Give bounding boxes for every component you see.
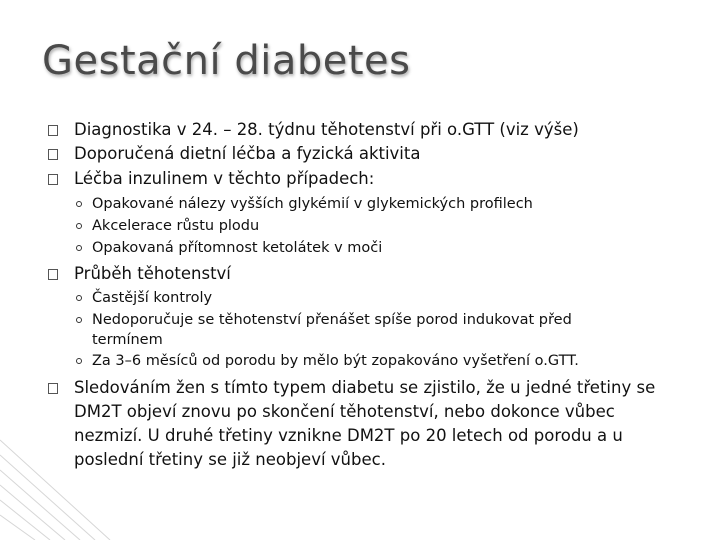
bullet-text: Léčba inzulinem v těchto případech:: [74, 169, 375, 188]
square-bullet-icon: [48, 149, 58, 160]
sub-bullet-item: [92, 310, 622, 350]
sub-bullet-item: [92, 288, 652, 308]
sub-bullet-item: [92, 194, 652, 214]
sub-bullet-text: Opakovaná přítomnost ketolátek v moči: [92, 240, 383, 256]
sub-bullet-item: [92, 216, 652, 236]
bullet-text: Sledováním žen s tímto typem diabetu se zjistilo, že u jedné třetiny se DM2T objeví znovu po skončení těhotenství, nebo dokonce vůbec nezmizí. U druhé třetiny vznikne DM2T po 20 letech od porodu a u poslední třetiny se již neobjeví vůbec.: [74, 378, 656, 469]
square-bullet-icon: [48, 174, 58, 185]
bullet-item: [74, 167, 674, 191]
bullet-text: Doporučená dietní léčba a fyzická aktivita: [74, 144, 421, 163]
bullet-item: [74, 262, 674, 286]
bullet-item: [74, 376, 679, 472]
sub-bullet-text: Nedoporučuje se těhotenství přenášet spíše porod indukovat před termínem: [92, 312, 572, 348]
sub-bullet-text: Za 3–6 měsíců od porodu by mělo být zopakováno vyšetření o.GTT.: [92, 353, 579, 369]
bullet-text: Průběh těhotenství: [74, 264, 231, 283]
bullet-item: [74, 118, 674, 142]
bullet-item: [74, 142, 674, 166]
square-bullet-icon: [48, 269, 58, 280]
square-bullet-icon: [48, 125, 58, 136]
ring-bullet-icon: [76, 358, 82, 364]
ring-bullet-icon: [76, 245, 82, 251]
ring-bullet-icon: [76, 223, 82, 229]
ring-bullet-icon: [76, 317, 82, 323]
slide-title: Gestační diabetes: [42, 38, 411, 84]
square-bullet-icon: [48, 383, 58, 394]
bullet-text: Diagnostika v 24. – 28. týdnu těhotenství při o.GTT (viz výše): [74, 120, 579, 139]
ring-bullet-icon: [76, 295, 82, 301]
sub-bullet-text: Opakované nálezy vyšších glykémií v glykemických profilech: [92, 196, 533, 212]
sub-bullet-item: [92, 238, 652, 258]
sub-bullet-item: [92, 351, 652, 371]
sub-bullet-text: Akcelerace růstu plodu: [92, 218, 260, 234]
sub-bullet-text: Častější kontroly: [92, 290, 213, 306]
ring-bullet-icon: [76, 201, 82, 207]
